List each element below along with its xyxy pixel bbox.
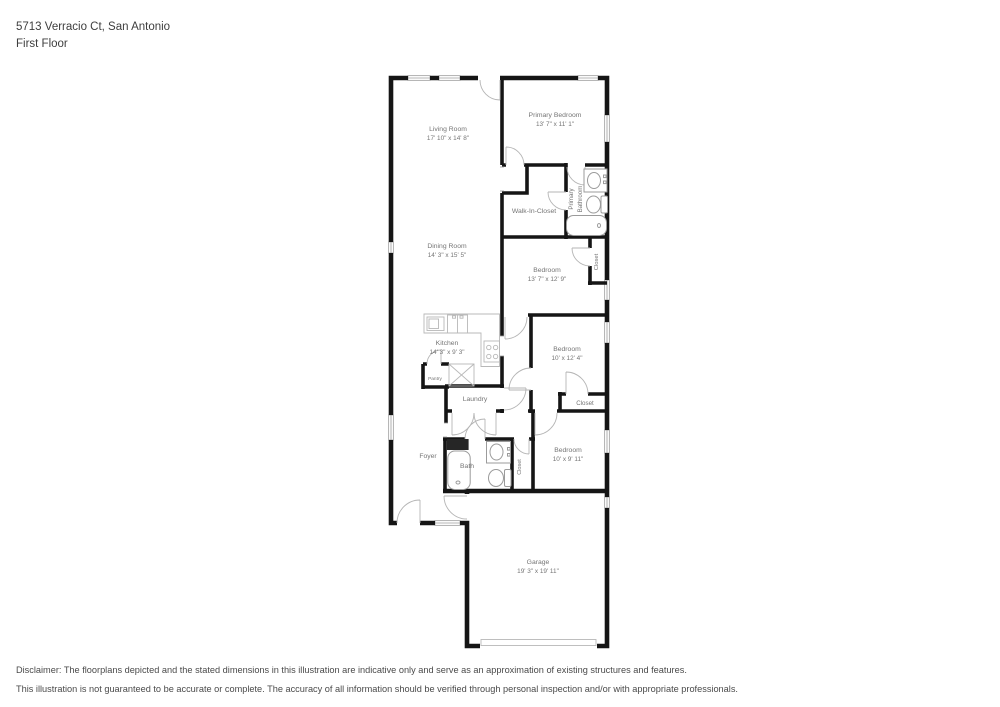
bath-vanity xyxy=(447,439,469,450)
room-label-closet-1: Closet xyxy=(594,253,600,271)
room-label-pantry: Pantry xyxy=(428,377,442,382)
bedroom-2-door-arc xyxy=(509,368,531,390)
garage-entry-door-arc xyxy=(444,496,467,519)
room-label-primary-bathroom-line2: Bathroom xyxy=(577,185,584,213)
bathroom-sink-icon xyxy=(584,169,607,192)
room-label-bedroom-2: 10' x 12' 4" xyxy=(551,355,583,362)
room-label-living-room: 17' 10" x 14' 8" xyxy=(426,135,470,142)
room-label-dining-room: Dining Room xyxy=(427,243,467,250)
primary-bathroom-door-arc xyxy=(567,167,585,185)
room-label-closet-3: Closet xyxy=(517,459,523,475)
toilet-icon xyxy=(489,470,512,487)
room-label-garage: Garage xyxy=(526,559,550,566)
room-label-dining-room: 14' 3" x 15' 5" xyxy=(427,252,467,259)
room-label-primary-bedroom: 13' 7" x 11' 1" xyxy=(535,121,575,128)
room-label-garage: 19' 3" x 19' 11" xyxy=(517,568,559,575)
bedroom-3-door-arc xyxy=(535,413,557,435)
disclaimer-line-2: This illustration is not guaranteed to be accurate or complete. The accuracy of all information should be verified through personal inspection and/or with appropriate professionals. xyxy=(16,683,738,694)
room-label-bedroom-3: Bedroom xyxy=(554,447,582,454)
entry-door-arc xyxy=(397,500,420,523)
bath-door-arc xyxy=(465,419,485,439)
floor-label: First Floor xyxy=(16,38,68,50)
kitchen-sink-icon xyxy=(427,317,444,331)
room-label-bedroom-1: Bedroom xyxy=(533,267,561,274)
bathtub-icon xyxy=(567,216,607,236)
disclaimer-line-1: Disclaimer: The floorplans depicted and the stated dimensions in this illustration are indicative only and serve as an approximation of existing structures and features. xyxy=(16,665,687,675)
bathtub-icon xyxy=(448,451,470,490)
room-label-bedroom-1: 13' 7" x 12' 9" xyxy=(527,276,567,283)
refrigerator-icon xyxy=(448,315,468,333)
toilet-icon xyxy=(587,196,608,213)
stove-icon xyxy=(484,341,500,362)
closet-3-door-arc xyxy=(514,439,529,454)
room-label-living-room: Living Room xyxy=(429,126,467,133)
laundry-double-door-arcs xyxy=(452,413,496,435)
room-label-bath: Bath xyxy=(460,463,474,470)
hall-laundry-door-arc xyxy=(504,388,526,410)
room-label-primary-bedroom: Primary Bedroom xyxy=(528,112,582,119)
room-label-closet-2: Closet xyxy=(576,400,594,407)
disclaimer xyxy=(16,661,738,698)
room-label-kitchen: 14' 3" x 9' 3" xyxy=(429,349,465,356)
bathroom-sink-icon xyxy=(487,442,511,464)
room-label-kitchen: Kitchen xyxy=(435,340,459,347)
address-line: 5713 Verracio Ct, San Antonio xyxy=(16,21,171,33)
back-door-arc xyxy=(480,80,500,100)
kitchen-island-icon xyxy=(449,364,474,386)
room-label-foyer: Foyer xyxy=(419,453,437,460)
room-label-bedroom-3: 10' x 9' 11" xyxy=(552,456,584,463)
room-label-walk-in-closet: Walk-In-Closet xyxy=(511,208,557,215)
garage-door xyxy=(481,640,596,646)
closet-1-door-arc xyxy=(572,248,590,266)
hall-bath-fixtures xyxy=(447,439,511,490)
closet-2-door-arc xyxy=(566,372,588,394)
room-label-primary-bathroom-line1: Primary xyxy=(568,188,575,210)
primary-bedroom-door-arc xyxy=(506,147,524,165)
room-label-laundry: Laundry xyxy=(462,396,488,403)
bedroom-1-door-arc xyxy=(505,317,527,339)
room-label-bedroom-2: Bedroom xyxy=(553,346,581,353)
